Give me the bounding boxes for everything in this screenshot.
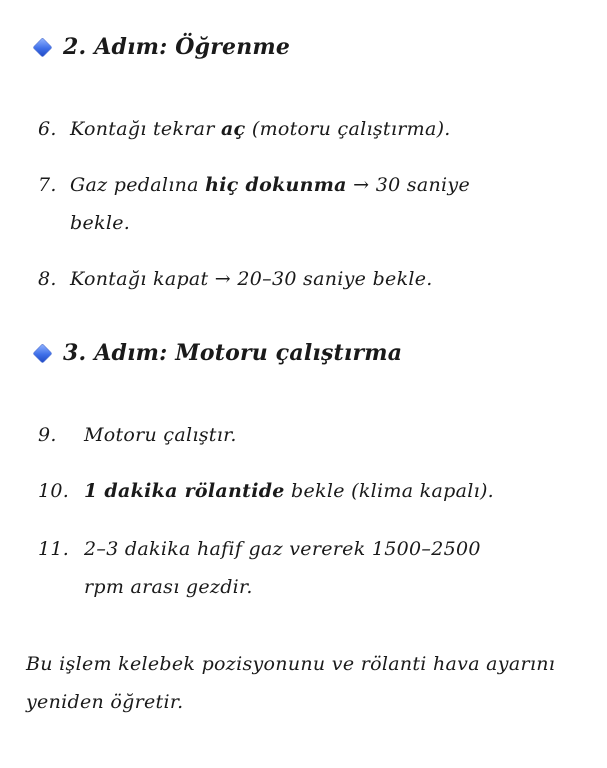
step-emphasis: 1 dakika rölantide [84,480,285,502]
step-text: Kontağı tekrar [70,118,222,140]
step-6 [38,110,451,148]
section-title: 3. Adım: Motoru çalıştırma [63,340,403,366]
step-number: 9. [38,424,57,446]
step-number: 11. [38,538,70,560]
blue-diamond-icon [33,344,51,362]
step-11 [38,530,578,606]
section-title: 2. Adım: Öğrenme [63,34,291,60]
step-10 [38,472,494,510]
step-text: Motoru çalıştır. [84,424,237,446]
step-text: 2–3 dakika hafif gaz vererek 1500–2500 [84,538,481,560]
step-text: (motoru çalıştırma). [245,118,451,140]
step-text-continuation: bekle. [70,212,131,234]
step-9 [38,416,237,454]
step-text: → 30 saniye [346,174,470,196]
step-number: 6. [38,118,57,140]
blue-diamond-icon [33,38,51,56]
section-heading-learning [32,34,290,60]
step-text: Gaz pedalına [70,174,206,196]
section-heading-engine-start [32,340,402,366]
step-text: bekle (klima kapalı). [284,480,495,502]
step-text-continuation: rpm arası gezdir. [84,576,253,598]
step-emphasis: hiç dokunma [205,174,347,196]
step-7 [38,166,558,242]
step-number: 10. [38,480,70,502]
step-number: 8. [38,268,57,290]
step-emphasis: aç [221,118,246,140]
step-8 [38,260,433,298]
step-number: 7. [38,174,57,196]
step-text: Kontağı kapat → 20–30 saniye bekle. [70,268,433,290]
closing-note: Bu işlem kelebek pozisyonunu ve rölanti hava ayarını yeniden öğretir. [26,653,556,713]
